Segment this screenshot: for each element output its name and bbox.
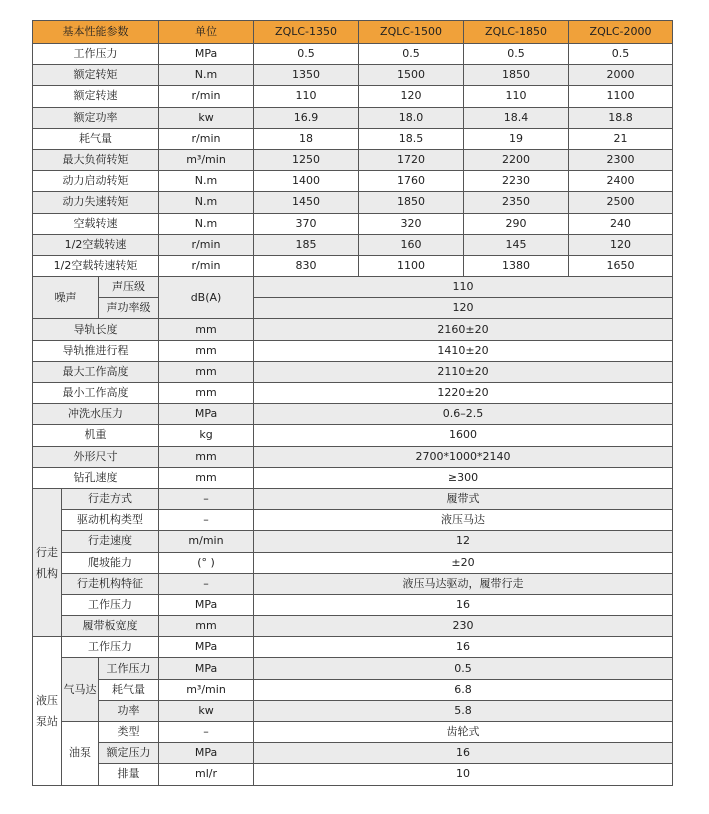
param-unit: r/min bbox=[159, 234, 254, 255]
param-name: 最大工作高度 bbox=[33, 361, 159, 382]
param-unit: – bbox=[159, 510, 254, 531]
param-name: 动力启动转矩 bbox=[33, 171, 159, 192]
param-name: 最大负荷转矩 bbox=[33, 149, 159, 170]
travel-row bbox=[33, 594, 673, 615]
param-unit: mm bbox=[159, 383, 254, 404]
param-value: 230 bbox=[254, 616, 673, 637]
perf-row bbox=[33, 86, 673, 107]
perf-row bbox=[33, 255, 673, 276]
param-value: 履带式 bbox=[254, 488, 673, 509]
common-row bbox=[33, 425, 673, 446]
param-value: 16 bbox=[254, 743, 673, 764]
param-value: 1500 bbox=[359, 65, 464, 86]
param-name: 行走机构特征 bbox=[62, 573, 159, 594]
common-row bbox=[33, 383, 673, 404]
param-name: 类型 bbox=[99, 722, 159, 743]
param-value: 1650 bbox=[569, 255, 673, 276]
param-name: 1/2空载转速 bbox=[33, 234, 159, 255]
param-name: 耗气量 bbox=[33, 128, 159, 149]
common-row bbox=[33, 404, 673, 425]
param-value: 290 bbox=[464, 213, 569, 234]
param-unit: (° ) bbox=[159, 552, 254, 573]
common-row bbox=[33, 361, 673, 382]
param-value: 2400 bbox=[569, 171, 673, 192]
param-name: 导轨长度 bbox=[33, 319, 159, 340]
param-name: 空载转速 bbox=[33, 213, 159, 234]
param-value: 2200 bbox=[464, 149, 569, 170]
param-unit: m³/min bbox=[159, 149, 254, 170]
param-unit: N.m bbox=[159, 171, 254, 192]
param-unit: kw bbox=[159, 107, 254, 128]
param-name: 动力失速转矩 bbox=[33, 192, 159, 213]
param-name: 行走方式 bbox=[62, 488, 159, 509]
spec-table-body bbox=[33, 21, 673, 786]
param-value: 0.5 bbox=[359, 44, 464, 65]
param-value: 240 bbox=[569, 213, 673, 234]
noise-unit: dB(A) bbox=[159, 277, 254, 319]
param-unit: kg bbox=[159, 425, 254, 446]
header-model: ZQLC-1350 bbox=[254, 21, 359, 44]
common-row bbox=[33, 446, 673, 467]
param-value: 1100 bbox=[569, 86, 673, 107]
param-name: 额定压力 bbox=[99, 743, 159, 764]
param-name: 额定转矩 bbox=[33, 65, 159, 86]
param-value: 120 bbox=[569, 234, 673, 255]
param-unit: N.m bbox=[159, 213, 254, 234]
param-value: 19 bbox=[464, 128, 569, 149]
param-value: 0.5 bbox=[254, 658, 673, 679]
param-unit: MPa bbox=[159, 44, 254, 65]
param-value: 2500 bbox=[569, 192, 673, 213]
param-value: 1760 bbox=[359, 171, 464, 192]
oil-pump-row bbox=[33, 764, 673, 785]
param-unit: mm bbox=[159, 616, 254, 637]
param-value: 18.5 bbox=[359, 128, 464, 149]
param-unit: ml/r bbox=[159, 764, 254, 785]
spec-table bbox=[32, 20, 673, 786]
param-name: 冲洗水压力 bbox=[33, 404, 159, 425]
param-value: 0.5 bbox=[569, 44, 673, 65]
param-value: 1850 bbox=[464, 65, 569, 86]
param-value: 110 bbox=[254, 86, 359, 107]
param-name: 最小工作高度 bbox=[33, 383, 159, 404]
travel-row bbox=[33, 531, 673, 552]
param-value: 2110±20 bbox=[254, 361, 673, 382]
param-unit: MPa bbox=[159, 743, 254, 764]
param-unit: mm bbox=[159, 446, 254, 467]
param-name: 排量 bbox=[99, 764, 159, 785]
param-value: 2350 bbox=[464, 192, 569, 213]
param-name: 导轨推进行程 bbox=[33, 340, 159, 361]
param-value: ≥300 bbox=[254, 467, 673, 488]
noise-value: 120 bbox=[254, 298, 673, 319]
param-name: 额定转速 bbox=[33, 86, 159, 107]
param-value: 6.8 bbox=[254, 679, 673, 700]
param-name: 工作压力 bbox=[33, 44, 159, 65]
oil-pump-row bbox=[33, 743, 673, 764]
common-row bbox=[33, 340, 673, 361]
param-name: 1/2空载转速转矩 bbox=[33, 255, 159, 276]
param-value: 145 bbox=[464, 234, 569, 255]
param-value: 830 bbox=[254, 255, 359, 276]
air-motor-row bbox=[33, 679, 673, 700]
param-unit: r/min bbox=[159, 255, 254, 276]
perf-row bbox=[33, 171, 673, 192]
param-value: ±20 bbox=[254, 552, 673, 573]
param-value: 5.8 bbox=[254, 700, 673, 721]
param-name: 耗气量 bbox=[99, 679, 159, 700]
param-value: 16 bbox=[254, 594, 673, 615]
oil-pump-label: 油泵 bbox=[62, 722, 99, 786]
noise-label: 噪声 bbox=[33, 277, 99, 319]
perf-row bbox=[33, 128, 673, 149]
param-unit: m/min bbox=[159, 531, 254, 552]
travel-group-label: 行走机构 bbox=[33, 488, 62, 636]
param-name: 驱动机构类型 bbox=[62, 510, 159, 531]
param-value: 1400 bbox=[254, 171, 359, 192]
param-value: 370 bbox=[254, 213, 359, 234]
param-name: 功率 bbox=[99, 700, 159, 721]
param-value: 110 bbox=[464, 86, 569, 107]
param-value: 2700*1000*2140 bbox=[254, 446, 673, 467]
header-row bbox=[33, 21, 673, 44]
perf-row bbox=[33, 107, 673, 128]
travel-row bbox=[33, 573, 673, 594]
param-name: 爬坡能力 bbox=[62, 552, 159, 573]
common-row bbox=[33, 467, 673, 488]
param-unit: N.m bbox=[159, 65, 254, 86]
param-unit: m³/min bbox=[159, 679, 254, 700]
param-unit: MPa bbox=[159, 404, 254, 425]
param-unit: MPa bbox=[159, 658, 254, 679]
param-unit: N.m bbox=[159, 192, 254, 213]
param-unit: MPa bbox=[159, 594, 254, 615]
param-name: 外形尺寸 bbox=[33, 446, 159, 467]
perf-row bbox=[33, 234, 673, 255]
param-value: 2300 bbox=[569, 149, 673, 170]
param-name: 工作压力 bbox=[99, 658, 159, 679]
pump-group-label: 液压泵站 bbox=[33, 637, 62, 785]
param-name: 履带板宽度 bbox=[62, 616, 159, 637]
oil-pump-row bbox=[33, 722, 673, 743]
param-value: 1100 bbox=[359, 255, 464, 276]
param-unit: kw bbox=[159, 700, 254, 721]
air-motor-row bbox=[33, 700, 673, 721]
air-motor-label: 气马达 bbox=[62, 658, 99, 722]
param-value: 1450 bbox=[254, 192, 359, 213]
perf-row bbox=[33, 192, 673, 213]
param-unit: MPa bbox=[159, 637, 254, 658]
param-value: 185 bbox=[254, 234, 359, 255]
noise-subparam: 声压级 bbox=[99, 277, 159, 298]
param-value: 0.5 bbox=[464, 44, 569, 65]
param-value: 120 bbox=[359, 86, 464, 107]
param-unit: r/min bbox=[159, 128, 254, 149]
noise-subparam: 声功率级 bbox=[99, 298, 159, 319]
perf-row bbox=[33, 213, 673, 234]
header-model: ZQLC-1500 bbox=[359, 21, 464, 44]
param-name: 工作压力 bbox=[62, 594, 159, 615]
param-value: 液压马达驱动，履带行走 bbox=[254, 573, 673, 594]
param-unit: – bbox=[159, 573, 254, 594]
travel-row bbox=[33, 488, 673, 509]
param-unit: mm bbox=[159, 467, 254, 488]
common-row bbox=[33, 319, 673, 340]
header-unit: 单位 bbox=[159, 21, 254, 44]
air-motor-row bbox=[33, 658, 673, 679]
param-value: 0.6–2.5 bbox=[254, 404, 673, 425]
param-value: 12 bbox=[254, 531, 673, 552]
param-value: 2000 bbox=[569, 65, 673, 86]
param-value: 1380 bbox=[464, 255, 569, 276]
param-value: 2160±20 bbox=[254, 319, 673, 340]
param-value: 21 bbox=[569, 128, 673, 149]
param-value: 1720 bbox=[359, 149, 464, 170]
perf-row bbox=[33, 44, 673, 65]
param-value: 18.4 bbox=[464, 107, 569, 128]
param-value: 1250 bbox=[254, 149, 359, 170]
header-model: ZQLC-1850 bbox=[464, 21, 569, 44]
param-value: 16.9 bbox=[254, 107, 359, 128]
param-name: 机重 bbox=[33, 425, 159, 446]
param-unit: – bbox=[159, 488, 254, 509]
param-value: 160 bbox=[359, 234, 464, 255]
param-value: 液压马达 bbox=[254, 510, 673, 531]
param-name: 工作压力 bbox=[62, 637, 159, 658]
pump-row bbox=[33, 637, 673, 658]
param-value: 18.8 bbox=[569, 107, 673, 128]
param-value: 0.5 bbox=[254, 44, 359, 65]
param-name: 额定功率 bbox=[33, 107, 159, 128]
perf-row bbox=[33, 65, 673, 86]
param-unit: mm bbox=[159, 340, 254, 361]
param-value: 齿轮式 bbox=[254, 722, 673, 743]
param-value: 18.0 bbox=[359, 107, 464, 128]
param-name: 钻孔速度 bbox=[33, 467, 159, 488]
param-value: 320 bbox=[359, 213, 464, 234]
param-value: 1220±20 bbox=[254, 383, 673, 404]
param-value: 1410±20 bbox=[254, 340, 673, 361]
param-value: 2230 bbox=[464, 171, 569, 192]
header-model: ZQLC-2000 bbox=[569, 21, 673, 44]
noise-row bbox=[33, 277, 673, 298]
param-unit: mm bbox=[159, 361, 254, 382]
travel-row bbox=[33, 510, 673, 531]
param-value: 1350 bbox=[254, 65, 359, 86]
header-param: 基本性能参数 bbox=[33, 21, 159, 44]
param-value: 18 bbox=[254, 128, 359, 149]
travel-row bbox=[33, 616, 673, 637]
param-value: 10 bbox=[254, 764, 673, 785]
param-value: 1850 bbox=[359, 192, 464, 213]
perf-row bbox=[33, 149, 673, 170]
param-value: 1600 bbox=[254, 425, 673, 446]
travel-row bbox=[33, 552, 673, 573]
param-unit: mm bbox=[159, 319, 254, 340]
param-unit: – bbox=[159, 722, 254, 743]
param-name: 行走速度 bbox=[62, 531, 159, 552]
param-value: 16 bbox=[254, 637, 673, 658]
noise-row bbox=[33, 298, 673, 319]
noise-value: 110 bbox=[254, 277, 673, 298]
param-unit: r/min bbox=[159, 86, 254, 107]
